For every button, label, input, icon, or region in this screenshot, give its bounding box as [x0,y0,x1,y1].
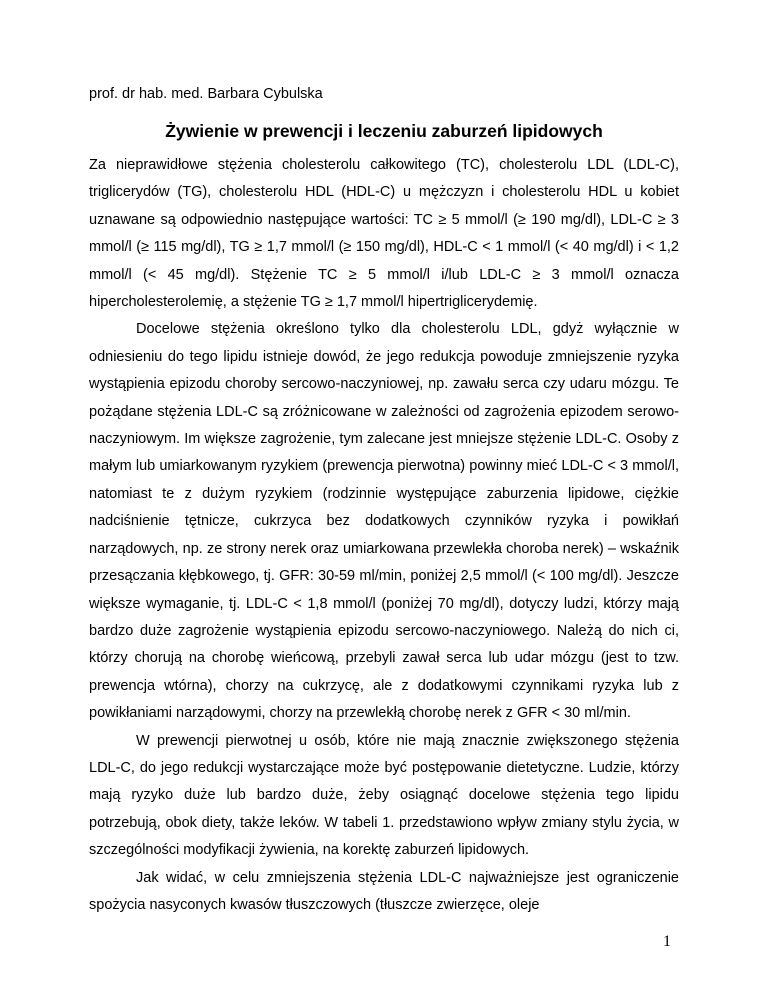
paragraph-1: Za nieprawidłowe stężenia cholesterolu całkowitego (TC), cholesterolu LDL (LDL-C), triglicerydów (TG), cholesterolu HDL (HDL-C) u mężczyzn i cholesterolu HDL u kobiet uznawane są odpowiednio następujące wartości: TC ≥ 5 mmol/l (≥ 190 mg/dl), LDL-C ≥ 3 mmol/l (≥ 115 mg/dl), TG ≥ 1,7 mmol/l (≥ 150 mg/dl), HDL-C < 1 mmol/l (< 40 mg/dl) i < 1,2 mmol/l (< 45 mg/dl). Stężenie TC ≥ 5 mmol/l i/lub LDL-C ≥ 3 mmol/l oznacza hipercholesterolemię, a stężenie TG ≥ 1,7 mmol/l hipertriglicerydemię. [89,157,679,311]
author-line: prof. dr hab. med. Barbara Cybulska [89,86,323,102]
page-number: 1 [663,933,671,950]
paragraph-2: Docelowe stężenia określono tylko dla cholesterolu LDL, gdyż wyłącznie w odniesieniu do tego lipidu istnieje dowód, że jego redukcja powoduje zmniejszenie ryzyka wystąpienia epizodu choroby sercowo-naczyniowej, np. zawału serca czy udaru mózgu. Te pożądane stężenia LDL-C są zróżnicowane w zależności od zagrożenia epizodem serowo-naczyniowym. Im większe zagrożenie, tym zalecane jest mniejsze stężenie LDL-C. Osoby z małym lub umiarkowanym ryzykiem (prewencja pierwotna) powinny mieć LDL-C < 3 mmol/l, natomiast te z dużym ryzykiem (rodzinnie występujące zaburzenia lipidowe, ciężkie nadciśnienie tętnicze, cukrzyca bez dodatkowych czynników ryzyka i powikłań narządowych, np. ze strony nerek oraz umiarkowana przewlekła choroba nerek) – wskaźnik przesączania kłębkowego, tj. GFR: 30-59 ml/min, poniżej 2,5 mmol/l (< 100 mg/dl). Jeszcze większe wymaganie, tj. LDL-C < 1,8 mmol/l (poniżej 70 mg/dl), dotyczy ludzi, którzy mają bardzo duże zagrożenie wystąpienia epizodu sercowo-naczyniowego. Należą do nich ci, którzy chorują na chorobę wieńcową, przebyli zawał serca lub udar mózgu (jest to tzw. prewencja wtórna), chorzy na cukrzycę, ale z dodatkowymi czynnikami ryzyka lub z powikłaniami narządowymi, chorzy na przewlekłą chorobę nerek z GFR < 30 ml/min. [89,321,679,722]
paragraph-4: Jak widać, w celu zmniejszenia stężenia LDL-C najważniejsze jest ograniczenie spożycia nasyconych kwasów tłuszczowych (tłuszcze zwierzęce, oleje [89,869,679,913]
paragraph-3: W prewencji pierwotnej u osób, które nie mają znacznie zwiększonego stężenia LDL-C, do jego redukcji wystarczające może być postępowanie dietetyczne. Ludzie, którzy mają ryzyko duże lub bardzo duże, żeby osiągnąć docelowe stężenia tego lipidu potrzebują, obok diety, także leków. W tabeli 1. przedstawiono wpływ zmiany stylu życia, w szczególności modyfikacji żywienia, na korektę zaburzeń lipidowych. [89,732,679,859]
body-text [89,152,679,919]
page-title: Żywienie w prewencji i leczeniu zaburzeń lipidowych [165,121,603,141]
